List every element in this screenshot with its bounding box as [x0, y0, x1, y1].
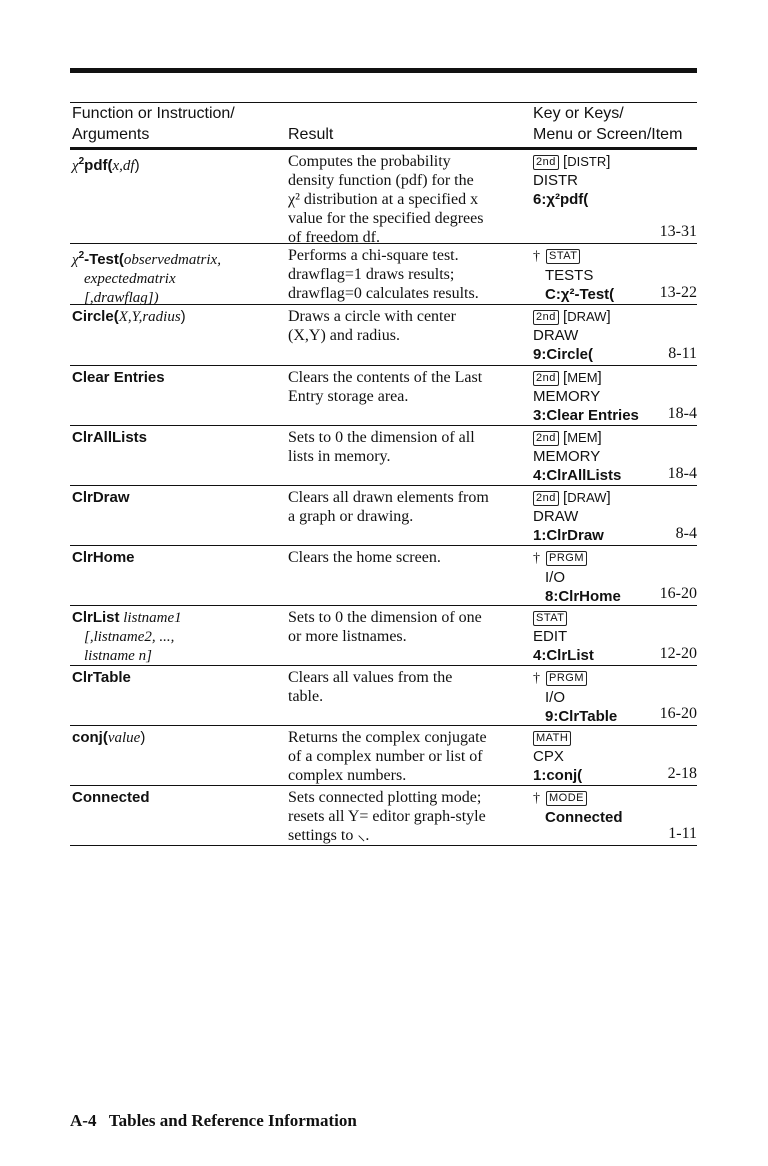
table-row	[70, 366, 697, 426]
page-ref: 16-20	[659, 585, 697, 602]
menu-item: C:χ²-Test(	[545, 286, 615, 303]
page-footer: A-4 Tables and Reference Information	[70, 1111, 357, 1130]
menu-item: Connected	[545, 809, 623, 826]
function-cell: Clear Entries	[72, 369, 165, 386]
key-cell	[533, 788, 673, 827]
menu-item: 9:ClrTable	[545, 708, 618, 725]
function-cell: ClrTable	[72, 669, 131, 686]
key-cell	[533, 668, 673, 726]
menu-name: I/O	[545, 569, 566, 586]
key-prgm: PRGM	[546, 551, 587, 566]
menu-item: 6:χ²pdf(	[533, 191, 589, 208]
function-cell: ClrList listname1 [,listname2, ..., listname n]	[72, 609, 182, 664]
page-ref: 16-20	[659, 705, 697, 722]
key-cell	[533, 608, 673, 665]
key-2nd: 2nd	[533, 155, 559, 170]
result-cell: Clears the contents of the Last Entry storage area.	[288, 369, 483, 405]
key-prgm: PRGM	[546, 671, 587, 686]
header-col1-line2: Arguments	[72, 126, 150, 143]
header-col3-line1: Key or Keys/	[533, 105, 624, 122]
table-row	[70, 546, 697, 606]
result-cell: Clears all values from the table.	[288, 669, 453, 705]
key-2nd: 2nd	[533, 491, 559, 506]
key-2nd: 2nd	[533, 431, 559, 446]
key-cell	[533, 246, 673, 304]
page-ref: 8-4	[675, 525, 697, 542]
menu-name: DRAW	[533, 508, 579, 525]
menu-item: 3:Clear Entries	[533, 407, 639, 424]
page-ref: 18-4	[667, 405, 697, 422]
header-col1-line1: Function or Instruction/	[72, 105, 235, 122]
table-row	[70, 726, 697, 786]
top-rule	[70, 68, 697, 73]
table-row	[70, 606, 697, 666]
menu-name: EDIT	[533, 628, 568, 645]
result-cell: Clears all drawn elements from a graph or drawing.	[288, 489, 489, 525]
result-cell: Computes the probability density function (pdf) for the χ² distribution at a specified x value for the specified degrees of freedom df.	[288, 153, 484, 246]
function-cell: $\chi^2pdf(x,df)$	[72, 156, 140, 174]
key-cell: 2nd [MEM] MEMORY 3:Clear Entries	[533, 368, 673, 425]
result-cell: Clears the home screen.	[288, 549, 441, 566]
menu-name: I/O	[545, 689, 566, 706]
table-row	[70, 426, 697, 486]
key-cell	[533, 728, 673, 785]
menu-name: MEMORY	[533, 448, 601, 465]
table-row	[70, 244, 697, 305]
menu-name: MEMORY	[533, 388, 601, 405]
menu-name: DISTR	[533, 172, 578, 189]
result-cell: Sets to 0 the dimension of one or more listnames.	[288, 609, 482, 645]
page-ref: 12-20	[659, 645, 697, 662]
page-ref: 2-18	[667, 765, 697, 782]
menu-name: TESTS	[545, 267, 594, 284]
menu-item: 8:ClrHome	[545, 588, 621, 605]
key-stat: STAT	[546, 249, 580, 264]
result-cell: Returns the complex conjugate of a complex number or list of complex numbers.	[288, 729, 487, 784]
function-cell: ClrDraw	[72, 489, 130, 506]
table-row	[70, 305, 697, 366]
result-cell: Sets connected plotting mode; resets all Y= editor graph-style settings to ⸜.	[288, 789, 486, 844]
key-stat: STAT	[533, 611, 567, 626]
result-cell: Sets to 0 the dimension of all lists in memory.	[288, 429, 475, 465]
menu-item: 1:ClrDraw	[533, 527, 604, 544]
dagger-icon: †	[533, 249, 540, 264]
page-ref: 8-11	[668, 345, 697, 362]
key-cell: 2nd [DISTR] DISTR 6:χ²pdf(	[533, 152, 673, 209]
table-header	[70, 102, 697, 150]
key-mode: MODE	[546, 791, 587, 806]
header-col2: Result	[288, 126, 334, 143]
key-2nd: 2nd	[533, 310, 559, 325]
page-ref: 13-31	[659, 223, 697, 240]
page-ref: 1-11	[668, 825, 697, 842]
key-cell: 2nd [DRAW] DRAW 1:ClrDraw	[533, 488, 673, 545]
function-cell: Connected	[72, 789, 150, 806]
function-cell: Circle(X,Y,radius)	[72, 308, 186, 325]
table-row	[70, 666, 697, 726]
dagger-icon: †	[533, 551, 540, 566]
menu-item: 1:conj(	[533, 767, 583, 784]
page-ref: 13-22	[659, 284, 697, 301]
function-cell: $\chi^2-Test(observedmatrix$, expectedmatrix [,drawflag])	[72, 250, 221, 306]
result-cell: Draws a circle with center (X,Y) and radius.	[288, 308, 456, 344]
key-cell: 2nd [MEM] MEMORY 4:ClrAllLists	[533, 428, 673, 485]
key-math: MATH	[533, 731, 571, 746]
function-cell: ClrAllLists	[72, 429, 148, 446]
key-cell: 2nd [DRAW] DRAW 9:Circle(	[533, 307, 673, 364]
menu-item: 9:Circle(	[533, 346, 594, 363]
table-row	[70, 486, 697, 546]
menu-name: CPX	[533, 748, 564, 765]
table-row	[70, 150, 697, 244]
header-col3-line2: Menu or Screen/Item	[533, 126, 683, 143]
function-cell: conj(value)	[72, 729, 146, 746]
key-cell	[533, 548, 673, 606]
result-cell: Performs a chi-square test. drawflag=1 draws results; drawflag=0 calculates results.	[288, 247, 479, 302]
menu-name: DRAW	[533, 327, 579, 344]
key-2nd: 2nd	[533, 371, 559, 386]
function-cell: ClrHome	[72, 549, 135, 566]
dagger-icon: †	[533, 671, 540, 686]
page-ref: 18-4	[667, 465, 697, 482]
menu-item: 4:ClrList	[533, 647, 594, 664]
table-row	[70, 786, 697, 846]
menu-item: 4:ClrAllLists	[533, 467, 622, 484]
dagger-icon: †	[533, 791, 540, 806]
